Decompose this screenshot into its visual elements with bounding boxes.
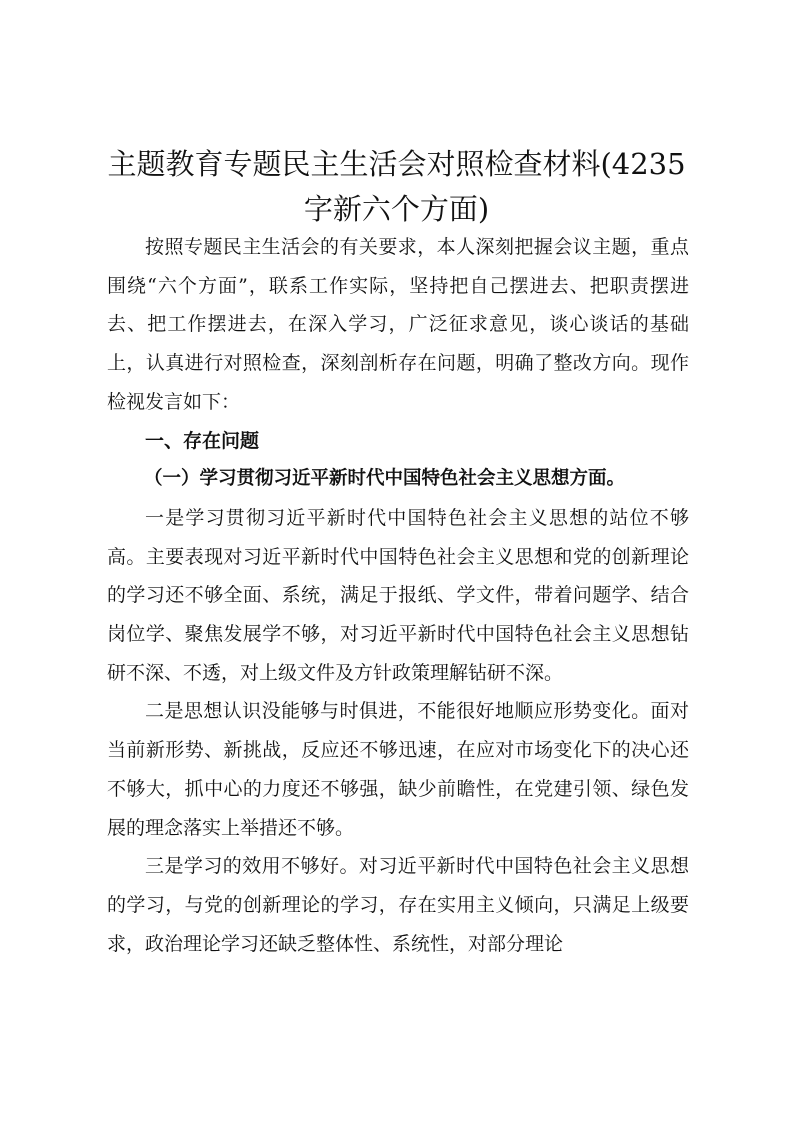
section-heading: 一、存在问题 bbox=[145, 429, 260, 452]
paragraph-3: 三是学习的效用不够好。对习近平新时代中国特色社会主义思想的学习，与党的创新理论的学习，存在实用主义倾向，只满足上级要求，政治理论学习还缺乏整体性、系统性，对部分理论 bbox=[107, 855, 689, 955]
intro-paragraph: 按照专题民主生活会的有关要求，本人深刻把握会议主题，重点围绕“六个方面”，联系工作实际，坚持把自己摆进去、把职责摆进去、把工作摆进去，在深入学习，广泛征求意见，谈心谈话的基础上，认真进行对照检查，深刻剖析存在问题，明确了整改方向。现作检视发言如下： bbox=[107, 236, 689, 413]
document-body bbox=[107, 228, 689, 963]
subsection-heading: （一）学习贯彻习近平新时代中国特色社会主义思想方面。 bbox=[144, 468, 626, 490]
paragraph-1: 一是学习贯彻习近平新时代中国特色社会主义思想的站位不够高。主要表现对习近平新时代中国特色社会主义思想和党的创新理论的学习还不够全面、系统，满足于报纸、学文件，带着问题学、结合岗位学、聚焦发展学不够，对习近平新时代中国特色社会主义思想钻研不深、不透，对上级文件及方针政策理解钻研不深。 bbox=[107, 506, 689, 684]
paragraph-2: 二是思想认识没能够与时俱进，不能很好地顺应形势变化。面对当前新形势、新挑战，反应还不够迅速，在应对市场变化下的决心还不够大，抓中心的力度还不够强，缺少前瞻性，在党建引领、绿色发展的理念落实上举措还不够。 bbox=[107, 700, 689, 839]
document-title: 主题教育专题民主生活会对照检查材料(4235字新六个方面) bbox=[107, 147, 686, 226]
